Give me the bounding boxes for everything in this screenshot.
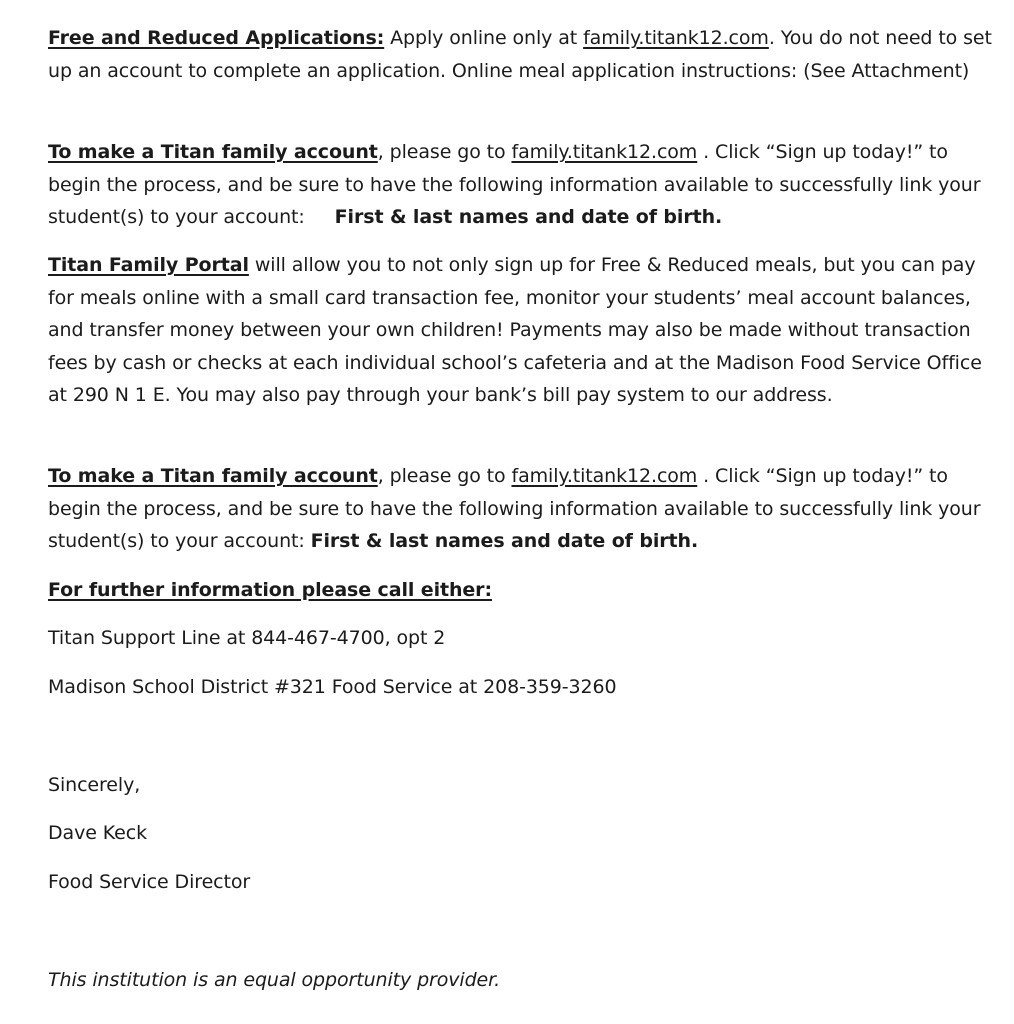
titan-account-emphasis-1: First & last names and date of birth. [334, 206, 723, 228]
portal-text: will allow you to not only sign up for Free & Reduced meals, but you can pay for meals online with a small card transaction fee, monitor your students’ meal account balances, and transfer money between your own children! Payments may also be made without transaction fees by cash or checks at each individual school’s cafeteria and at the Madison Food Service Office at 290 N 1 E. You may also pay through your bank’s bill pay system to our address. [48, 254, 982, 406]
portal-heading: Titan Family Portal [48, 254, 249, 276]
titan-account-link-1[interactable]: family.titank12.com [511, 141, 698, 163]
free-reduced-text-2: . You do not need to set up an account to complete an application. Online meal application instructions: (See Attachment) [48, 27, 992, 82]
free-reduced-heading: Free and Reduced Applications: [48, 27, 385, 49]
equal-opportunity-statement: This institution is an equal opportunity provider. [48, 969, 501, 991]
titan-account-emphasis-2: First & last names and date of birth. [310, 530, 699, 552]
titan-account-heading-2: To make a Titan family account [48, 465, 378, 487]
contact-heading: For further information please call either: [48, 579, 492, 601]
titan-account-link-2[interactable]: family.titank12.com [511, 465, 698, 487]
free-reduced-paragraph [48, 22, 998, 87]
signature-title: Food Service Director [48, 871, 251, 893]
contact-line-titan: Titan Support Line at 844-467-4700, opt 2 [48, 627, 446, 649]
titan-account-text-2a: , please go to [377, 465, 512, 487]
titan-account-text-1b: . Click “Sign up today!” to begin the process, and be sure to have the following information available to successfully link your student(s) to your account: [48, 141, 981, 228]
free-reduced-link[interactable]: family.titank12.com [583, 27, 769, 49]
signature-closing: Sincerely, [48, 774, 141, 796]
titan-account-text-2b: . Click “Sign up today!” to begin the process, and be sure to have the following information available to successfully link your student(s) to your account: [48, 465, 981, 552]
portal-paragraph [48, 249, 998, 412]
titan-account-paragraph-2 [48, 460, 998, 558]
contact-line-district: Madison School District #321 Food Service at 208-359-3260 [48, 676, 617, 698]
titan-account-paragraph-1 [48, 136, 998, 234]
titan-account-heading-1: To make a Titan family account [48, 141, 378, 163]
free-reduced-text-1: Apply online only at [384, 27, 584, 49]
titan-account-text-1a: , please go to [377, 141, 512, 163]
signature-name: Dave Keck [48, 822, 147, 844]
